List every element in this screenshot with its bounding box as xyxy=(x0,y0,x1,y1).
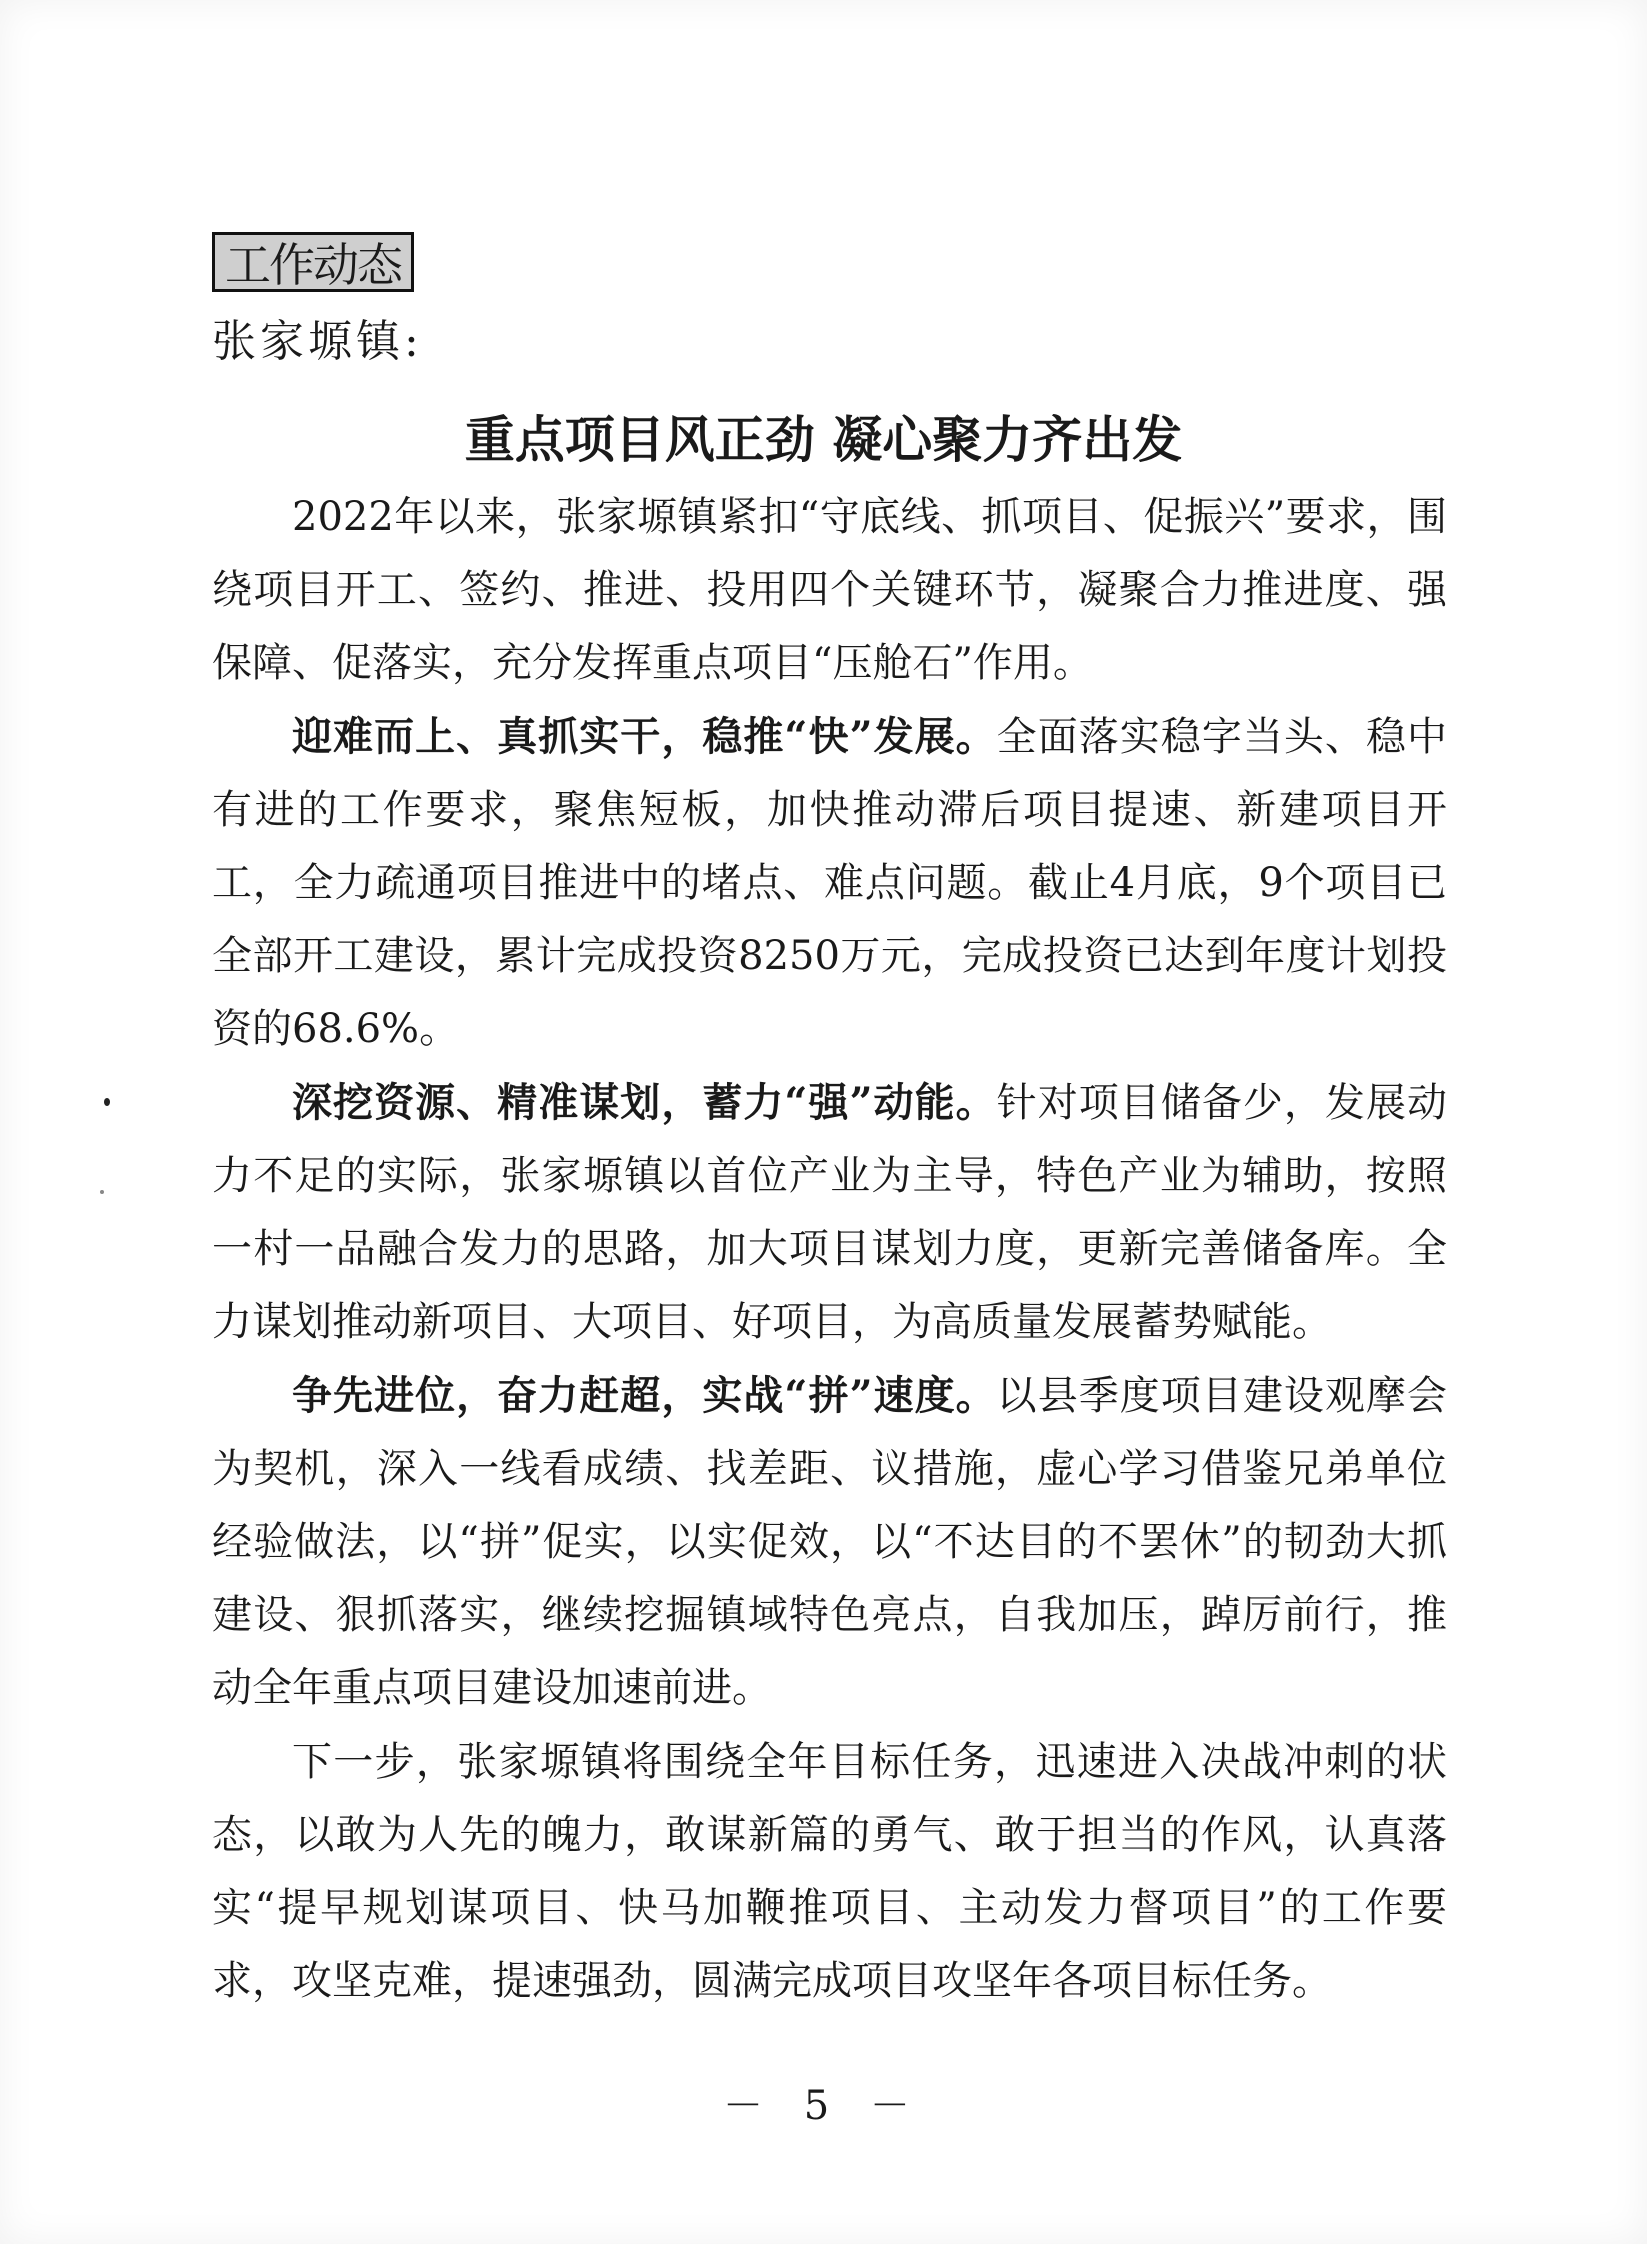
article-headline: 重点项目风正劲 凝心聚力齐出发 xyxy=(464,410,1183,469)
paragraph-text: 全面落实稳字当头、稳中有进的工作要求，聚焦短板，加快推动滞后项目提速、新建项目开工，全力疏通项目推进中的堵点、难点问题。截止4月底，9个项目已全部开工建设，累计完成投资8250万元，完成投资已达到年度计划投资的68.6%。 xyxy=(212,714,1448,1052)
paragraph-text: 以县季度项目建设观摩会为契机，深入一线看成绩、找差距、议措施，虚心学习借鉴兄弟单位经验做法，以“拼”促实，以实促效，以“不达目的不罢休”的韧劲大抓建设、狠抓落实，继续挖掘镇域特色亮点，自我加压，踔厉前行，推动全年重点项目建设加速前进。 xyxy=(212,1373,1448,1711)
paragraph-lead: 争先进位，奋力赶超，实战“拼”速度。 xyxy=(292,1372,997,1419)
page-number: － 5 － xyxy=(723,2083,924,2129)
paragraph-lead: 深挖资源、精准谋划，蓄力“强”动能。 xyxy=(292,1079,997,1126)
section-tag: 工作动态 xyxy=(212,232,414,292)
paragraph-text: 2022年以来，张家塬镇紧扣“守底线、抓项目、促振兴”要求，围绕项目开工、签约、推进、投用四个关键环节，凝聚合力推进度、强保障、促落实，充分发挥重点项目“压舱石”作用。 xyxy=(212,494,1447,686)
scan-speck xyxy=(104,1098,110,1106)
scan-speck xyxy=(100,1190,104,1194)
paragraph-text: 针对项目储备少，发展动力不足的实际，张家塬镇以首位产业为主导，特色产业为辅助，按照一村一品融合发力的思路，加大项目谋划力度，更新完善储备库。全力谋划推动新项目、大项目、好项目，为高质量发展蓄势赋能。 xyxy=(212,1080,1448,1345)
paragraph-text: 下一步，张家塬镇将围绕全年目标任务，迅速进入决战冲刺的状态，以敢为人先的魄力，敢谋新篇的勇气、敢于担当的作风，认真落实“提早规划谋项目、快马加鞭推项目、主动发力督项目”的工作要求，攻坚克难，提速强劲，圆满完成项目攻坚年各项目标任务。 xyxy=(212,1739,1447,2004)
author-line: 张家塬镇: xyxy=(212,316,423,367)
paragraph-1 xyxy=(212,480,1447,700)
paragraph-lead: 迎难而上、真抓实干，稳推“快”发展。 xyxy=(292,713,997,760)
article-body xyxy=(212,480,1447,2018)
paragraph-5 xyxy=(212,1725,1447,2018)
paragraph-4 xyxy=(212,1359,1447,1725)
paragraph-3 xyxy=(212,1066,1447,1359)
paragraph-2 xyxy=(212,700,1447,1066)
